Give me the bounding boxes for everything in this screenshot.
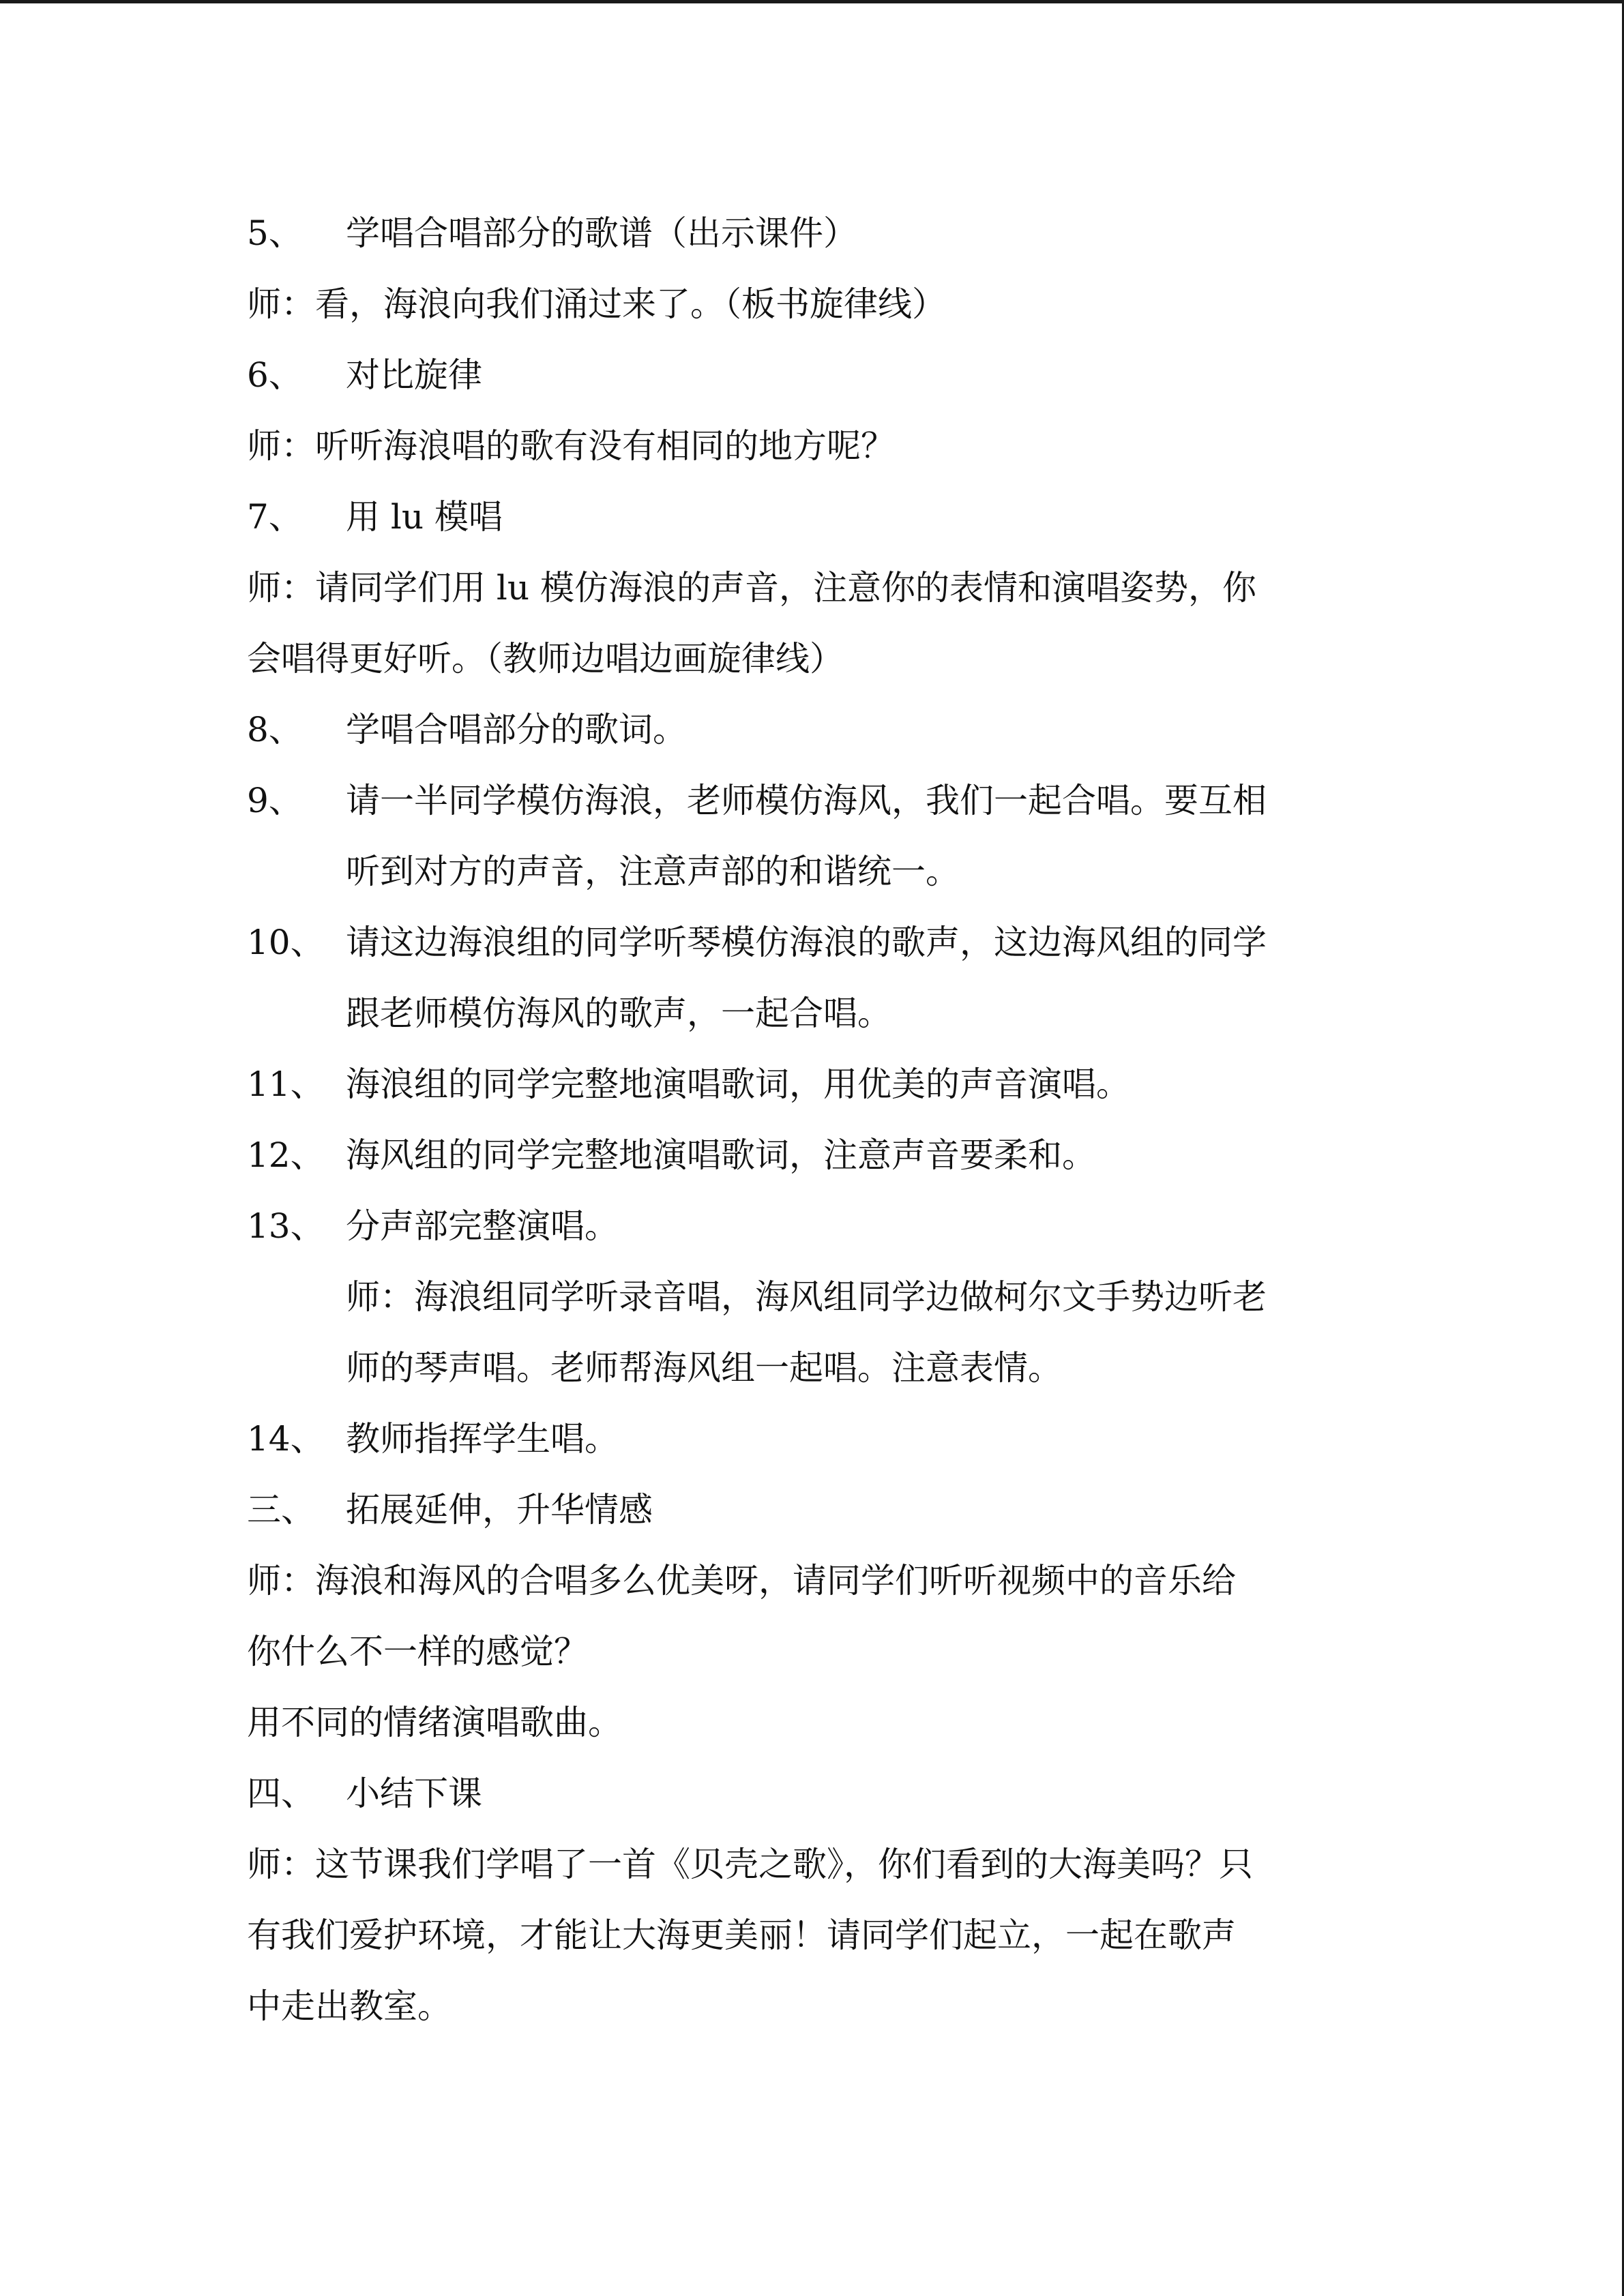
list-item xyxy=(247,1474,1379,1545)
paragraph-line: 中走出教室。 xyxy=(247,1986,452,2026)
list-item-text: 海浪组的同学完整地演唱歌词，用优美的声音演唱。 xyxy=(346,1064,1130,1104)
list-item-text: 用 lu 模唱 xyxy=(346,497,503,537)
list-item xyxy=(247,481,1379,552)
indented-paragraph-line: 跟老师模仿海风的歌声，一起合唱。 xyxy=(346,994,891,1033)
list-item-text: 分声部完整演唱。 xyxy=(346,1206,619,1246)
list-item-text: 海风组的同学完整地演唱歌词，注意声音要柔和。 xyxy=(346,1135,1096,1175)
list-item-text: 学唱合唱部分的歌词。 xyxy=(346,710,687,749)
top-border-line xyxy=(0,0,1624,3)
paragraph-line: 师：听听海浪唱的歌有没有相同的地方呢？ xyxy=(247,426,895,466)
list-item-number: 9、 xyxy=(247,781,303,820)
paragraph-line: 师：请同学们用 lu 模仿海浪的声音，注意你的表情和演唱姿势，你 xyxy=(247,568,1256,608)
paragraph-line: 你什么不一样的感觉？ xyxy=(247,1632,588,1671)
list-item xyxy=(247,198,1379,269)
list-item-text: 学唱合唱部分的歌谱（出示课件） xyxy=(346,213,857,253)
list-item-number: 11、 xyxy=(247,1064,325,1104)
list-item-text: 请一半同学模仿海浪，老师模仿海风，我们一起合唱。要互相 xyxy=(346,781,1267,820)
list-item-number: 13、 xyxy=(247,1206,325,1246)
list-item-number: 四、 xyxy=(247,1774,315,1813)
indented-paragraph-line: 师的琴声唱。老师帮海风组一起唱。注意表情。 xyxy=(346,1348,1062,1388)
list-item-number: 三、 xyxy=(247,1490,315,1530)
list-item xyxy=(247,765,1379,836)
list-item-number: 14、 xyxy=(247,1419,325,1459)
list-item-text: 拓展延伸，升华情感 xyxy=(346,1490,653,1530)
paragraph-line: 师：海浪和海风的合唱多么优美呀，请同学们听听视频中的音乐给 xyxy=(247,1561,1236,1600)
list-item-text: 教师指挥学生唱。 xyxy=(346,1419,619,1459)
list-item-number: 10、 xyxy=(247,923,325,962)
list-item xyxy=(247,694,1379,765)
list-item xyxy=(247,340,1379,411)
list-item-number: 6、 xyxy=(247,355,303,395)
list-item-text: 对比旋律 xyxy=(346,355,482,395)
list-item xyxy=(247,1049,1379,1120)
paragraph-line: 用不同的情绪演唱歌曲。 xyxy=(247,1703,622,1742)
paragraph-line: 会唱得更好听。（教师边唱边画旋律线） xyxy=(247,639,844,679)
paragraph-line: 有我们爱护环境，才能让大海更美丽！请同学们起立，一起在歌声 xyxy=(247,1915,1236,1955)
list-item-number: 5、 xyxy=(247,213,303,253)
paragraph-line: 师：这节课我们学唱了一首《贝壳之歌》，你们看到的大海美吗？只 xyxy=(247,1845,1253,1884)
list-item xyxy=(247,1191,1379,1262)
indented-paragraph-line: 听到对方的声音，注意声部的和谐统一。 xyxy=(346,852,960,891)
list-item xyxy=(247,1403,1379,1474)
list-item-number: 12、 xyxy=(247,1135,325,1175)
paragraph-line: 师：看，海浪向我们涌过来了。（板书旋律线） xyxy=(247,284,946,324)
indented-paragraph-line: 师：海浪组同学听录音唱，海风组同学边做柯尔文手势边听老 xyxy=(346,1277,1267,1317)
list-item-text: 小结下课 xyxy=(346,1774,482,1813)
list-item xyxy=(247,1120,1379,1191)
list-item-number: 8、 xyxy=(247,710,303,749)
list-item xyxy=(247,1758,1379,1829)
list-item-text: 请这边海浪组的同学听琴模仿海浪的歌声，这边海风组的同学 xyxy=(346,923,1267,962)
list-item xyxy=(247,907,1379,978)
document-page xyxy=(247,198,1379,2042)
list-item-number: 7、 xyxy=(247,497,303,537)
